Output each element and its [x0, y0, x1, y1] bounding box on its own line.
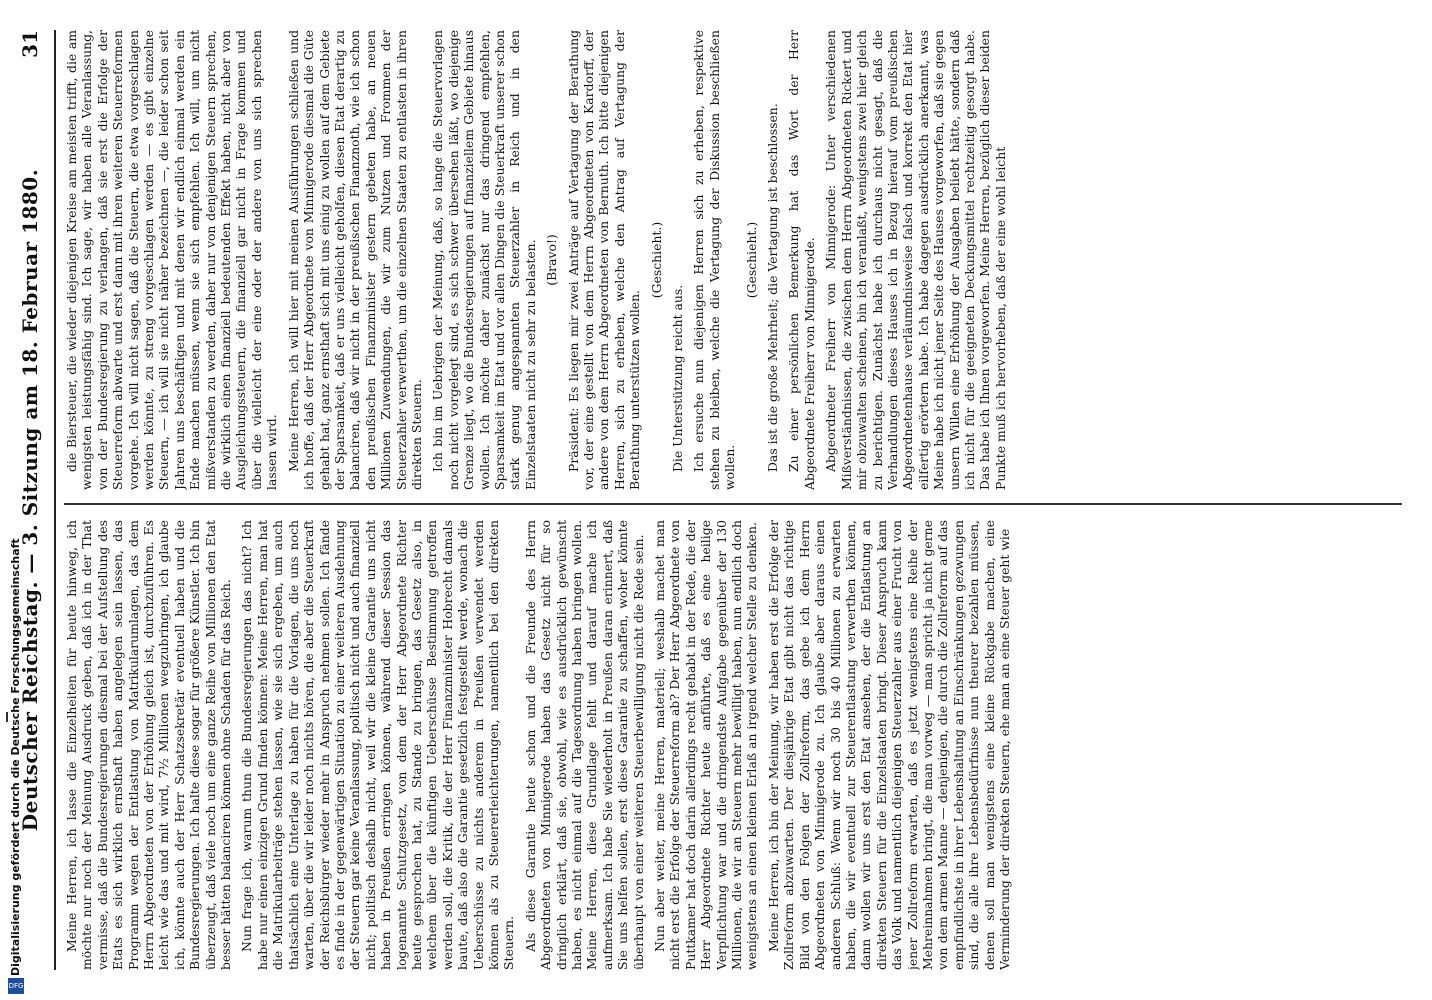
- digitization-credit: Digitalisierung gefördert durch die Deutsche Forschungsgemeinschaft: [9, 538, 22, 976]
- paragraph: Meine Herren, ich lasse die Einzelheiten für heute hinweg, ich möchte nur noch der Meinung Ausdruck geben, daß ich in der That vermisse, daß die Bundesregierungen diesmal bei der Aufstellung des Etats es sich wirklich ernsthaft haben angelegen sein lassen, das Programm wegen der Entlastung von Matrikularumlagen, das dem Herrn Abgeordneten von der Erhöhung gleich ist, durchzuführen. Es leicht wie das und mit wird, 7½ Millionen wegzubringen, ich glaube ich, könnte auch der Herr Schatzsekretär eventuell haben und die Bundesregierungen. Ich halte diese sogar für größere Künstler. Ich bin überzeugt, daß viele noch um eine ganze Reihe von Millionen den Etat besser hätten balanciren können ohne Schaden für das Reich.: [64, 520, 234, 970]
- left-column: [64, 520, 1402, 970]
- paragraph: Als diese Garantie heute schon und die Freunde des Herrn Abgeordneten von Minnigerode haben das Gesetz nicht für so dringlich erklärt, daß sie, obwohl, wie es ausdrücklich gewünscht haben, es nicht einmal auf die Tagesordnung haben bringen wollen. Meine Herren, diese Grundlage fehlt und darauf mache ich aufmerksam. Ich habe Sie wiederholt in Preußen daran erinnert, daß Sie uns helfen sollen, erst diese Garantie zu schaffen, woher könnte überhaupt von einer weiteren Steuerbewilligung nicht die Rede sein.: [522, 520, 646, 970]
- paragraph: Nun aber weiter, meine Herren, materiell; weshalb machet man nicht erst die Erfolge der Steuerreform ab? Der Herr Abgeordnete von Puttkamer hat doch darin allerdings recht gehabt in der Rede, die der Herr Abgeordnete Richter heute anführte, daß es eine heilige Verpflichtung war und die dringendste Aufgabe gegenüber der 130 Millionen, die wir an Steuern mehr bewilligt haben, nun endlich doch wenigstens an einen kleinen Erlaß an irgend welcher Stelle zu denken.: [652, 520, 760, 970]
- dfg-logo-icon: DFG: [8, 978, 24, 994]
- column-divider: [64, 503, 1402, 505]
- stage-note: (Geschieht.): [648, 221, 664, 299]
- right-column: [64, 30, 1402, 490]
- speaker-statement: Abgeordneter Freiherr von Minnigerode: Unter verschiedenen Mißverständnissen, die zwischen dem Herrn Abgeordneten Rickert und mir obzuwalten scheinen, bin ich veranlaßt, wenigstens zwei hier gleich zu berichtigen. Zunächst habe ich durchaus nicht gesagt, daß die Verhandlungen dieses Hauses ich in Bezug hierauf vom preußischen Abgeordnetenhause verläumdnisweise falsch und korrekt den Etat hier eilfertig erörtern habe. Ich habe dagegen ausdrücklich anerkannt, was Meine habe ich nicht jener Seite des Hauses vorgeworfen, daß sie gegen unsern Willen eine Erhöhung der Ausgaben beliebt hätte, sondern daß ich nicht für die geeigneten Deckungsmittel rechtzeitig gesorgt habe. Das habe ich Ihnen vorgeworfen. Meine Herren, bezüglich dieser beiden Punkte muß ich hervorheben, daß der eine wohl leicht: [823, 30, 1008, 490]
- paragraph: Nun frage ich, warum thun die Bundesregierungen das nicht? Ich habe nur einen einzigen Grund finden können: Meine Herren, man hat die Matrikularbeiträge stehen lassen, wie sie sich ergeben, um auch thatsächlich eine Unterlage zu haben für die Vorlagen, die uns noch warten, über die wir leider noch nichts hören, die aber die Steuerkraft der Reichsbürger wieder mehr in Anspruch nehmen sollen. Ich fände es finde in der gegenwärtigen Situation zu einer weiteren Ausdehnung der Steuern gar keine Veranlassung, politisch nicht und auch finanziell nicht; politisch deshalb nicht, weil wir die kleine Garantie uns nicht haben in Preußen erringen können, während dieser Session das logenannte Schutzgesetz, von dem der Herr Abgeordnete Richter heute gesprochen hat, zu Stande zu bringen, das Gesetz also, in welchem über die künftigen Ueberschüsse Bestimmung getroffen werden soll, die Kritik, die der Herr Finanzminister Hobrecht damals baute, daß also die Garantie gesetzlich festgestellt werde, wonach die Ueberschüsse zu nichts anderem in Preußen verwendet werden können als zu Steuererleichterungen, namentlich bei den direkten Steuern.: [239, 520, 517, 970]
- paragraph: Meine Herren, ich bin der Meinung, wir haben erst die Erfolge der Zollreform abzuwarten. Der diesjährige Etat gibt nicht das richtige Bild von den Folgen der Zollreform, das gebe ich dem Herrn Abgeordneten von Minnigerode zu. Ich glaube aber daraus einen anderen Schluß: Wenn wir noch 30 bis 40 Millionen zu erwarten haben, die wir eventuell zur Steuerentlastung verwerthen können, dann wollen wir uns erst den Etat ansehen, der die Entlastung an direkten Steuern für die Einzelstaaten bringt. Dieser Anspruch kann das Volk und namentlich diejenigen Steuerzahler aus einer Frucht von jener Zollreform erwarten, daß es jetzt wenigstens eine Reihe der Mehreinnahmen bringt, die man vorweg — man spricht ja nicht gerne von dem armen Manne — denjenigen, die durch die Zollreform auf das empfindlichste in ihrer Lebenshaltung an Einschränkungen gezwungen sind, die alle ihre Lebensbedürfnisse nun theurer bezahlen müssen, denen soll man wenigstens eine kleine Rückgabe machen, eine Verminderung der direkten Steuern, ehe man an eine Steuer geht wie: [765, 520, 1012, 970]
- margin-tick: [6, 712, 8, 722]
- page-number: 31: [18, 30, 42, 58]
- paragraph: Meine Herren, ich will hier mit meinen Ausführungen schließen und ich hoffe, daß der Herr Abgeordnete von Minnigerode diesmal die Güte gehabt hat, ganz ernsthaft sich mit uns einig zu wollen auf dem Gebiete der Sparsamkeit, daß er uns vielleicht geholfen, diesen Etat derartig zu balanciren, daß wir nicht in der preußischen Finanznoth, wie ich schon den preußischen Finanzminister gestern gebeten habe, an neuen Millionen Zuwendungen, die wir zum Nutzen und Frommen der Steuerzahler verwerthen, um die einzelnen Staaten zu entlasten in ihren direkten Steuern.: [285, 30, 424, 490]
- stage-note: (Geschieht.): [743, 221, 759, 299]
- page-title: Deutscher Reichstag. — 3. Sitzung am 18. Februar 1880.: [18, 168, 42, 832]
- paragraph: Das ist die große Mehrheit; die Vertagung ist beschlossen.: [765, 103, 781, 472]
- paragraph: Die Unterstützung reicht aus.: [670, 284, 686, 472]
- digitization-footer: [6, 0, 28, 1000]
- header-rule: [54, 30, 56, 970]
- paragraph: Zu einer persönlichen Bemerkung hat das Wort der Herr Abgeordnete Freiherr von Minnigerode.: [786, 30, 817, 490]
- paragraph: die Biersteuer, die wieder diejenigen Kreise am meisten trifft, die am wenigsten leistungsfähig sind. Ich sage, wir haben alle Veranlassung, von der Bundesregierung zu verlangen, daß sie erst die Erfolge der Steuerreform abwarte und erst dann mit ihren weiteren Steuerreformen vorgehe. Ich will nicht sagen, daß die Steuern, die etwa vorgeschlagen werden könnte, zu streng vorgeschlagen werden — es gibt einzelne Steuern, — ich will sie nicht näher bezeichnen —, die leider schon seit Jahren uns beschäftigen und mit denen wir endlich einmal werden ein Ende machen müssen, wenn sie sich empfehlen. Ich will, um nicht mißverstanden zu werden, daher nur von denjenigen Steuern sprechen, die wirklich einen finanziell bedeutenden Effekt haben, nicht aber von Ausgleichungssteuern, die finanziell gar nicht in Frage kommen und über die vielleicht der eine oder der andere von uns sich sprechen lassen wird.: [64, 30, 280, 490]
- paragraph: Ich ersuche nun diejenigen Herren sich zu erheben, respektive stehen zu bleiben, welche die Vertagung der Diskussion beschließen wollen.: [691, 30, 738, 490]
- applause-note: (Bravo!): [544, 234, 560, 286]
- president-statement: Präsident: Es liegen mir zwei Anträge auf Vertagung der Berathung vor, der eine gestellt von dem Herrn Abgeordneten von Kardorff, der andere von dem Herrn Abgeordneten von Bernuth. Ich bitte diejenigen Herren, sich zu erheben, welche den Antrag auf Vertagung der Berathung unterstützen wollen.: [565, 30, 643, 490]
- paragraph: Ich bin im Uebrigen der Meinung, daß, so lange die Steuervorlagen noch nicht vorgelegt sind, es sich schwer übersehen läßt, wo diejenige Grenze liegt, wo die Bundesregierungen auf finanziellem Gebiete hinaus wollen. Ich möchte daher zunächst nur das dringend empfehlen, Sparsamkeit im Etat und vor allen Dingen die Steuerkraft unserer schon stark genug angespannten Steuerzahler in Reich und in den Einzelstaaten nicht zu sehr zu belasten.: [430, 30, 538, 490]
